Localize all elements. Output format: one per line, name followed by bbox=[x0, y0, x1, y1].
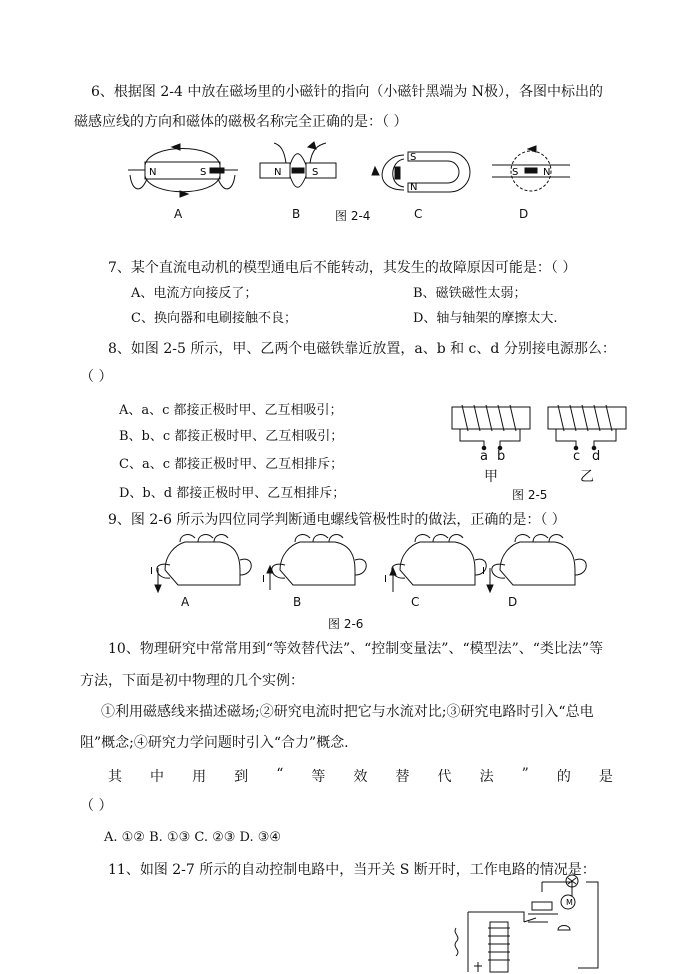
q9-stem: 9、图 2-6 所示为四位同学判断通电螺线管极性时的做法，正确的是：（ ） bbox=[108, 512, 566, 528]
figure-2-7 bbox=[448, 874, 628, 974]
fig-2-6-hand-c bbox=[390, 535, 486, 592]
q6-line2: 磁感应线的方向和磁体的磁极名称完全正确的是：（ ） bbox=[74, 114, 408, 130]
spread-char: 的 bbox=[556, 769, 571, 785]
spread-char: “ bbox=[276, 766, 284, 782]
q7-option-d: D、轴与轴架的摩擦太大. bbox=[413, 311, 558, 326]
q10-line2: 方法，下面是初中物理的几个实例： bbox=[80, 673, 304, 689]
fig-2-4-label-c: C bbox=[414, 207, 423, 221]
svg-text:S: S bbox=[200, 167, 207, 178]
fig-2-6-label-b: B bbox=[293, 595, 302, 609]
q11-stem: 11、如图 2-7 所示的自动控制电路中，当开关 S 断开时，工作电路的情况是： bbox=[108, 862, 596, 878]
spread-char: 其 bbox=[108, 769, 122, 785]
spread-char: 中 bbox=[150, 769, 165, 785]
current-label-a: I bbox=[150, 566, 153, 577]
spread-char: ” bbox=[521, 766, 529, 782]
q7-option-c: C、换向器和电刷接触不良； bbox=[131, 311, 297, 326]
current-label-d: I bbox=[482, 566, 485, 577]
q6-line1: 6、根据图 2-4 中放在磁场里的小磁针的指向（小磁针黑端为 N极），各图中标出的 bbox=[91, 84, 604, 100]
fig-2-6-label-d: D bbox=[508, 595, 518, 609]
magnet-yi: 乙 bbox=[580, 469, 594, 485]
spread-char: 法 bbox=[479, 769, 494, 785]
q10-line1: 10、物理研究中常常用到“等效替代法”、“控制变量法”、“模型法”、“类比法”等 bbox=[108, 641, 604, 657]
fig-2-6-hand-a bbox=[155, 535, 251, 592]
fig-2-4-d bbox=[492, 146, 570, 191]
q8-option-a: A、a、c 都接正极时甲、乙互相吸引； bbox=[119, 403, 343, 418]
fig-2-4-c bbox=[372, 152, 470, 192]
fig-2-6-label-c: C bbox=[411, 595, 420, 609]
q8-paren: （ ） bbox=[80, 369, 113, 385]
q8-option-c: C、a、c 都接正极时甲、乙互相排斥； bbox=[119, 457, 344, 472]
figure-2-5 bbox=[448, 403, 648, 473]
q10-line4: 阻”概念;④研究力学问题时引入“合力”概念. bbox=[80, 735, 349, 751]
spread-char: 是 bbox=[598, 769, 613, 785]
svg-text:N: N bbox=[543, 167, 551, 178]
svg-text:N: N bbox=[149, 167, 157, 178]
svg-text:N: N bbox=[410, 182, 418, 193]
q10-line3: ①利用磁感线来描述磁场;②研究电流时把它与水流对比;③研究电路时引入“总电 bbox=[101, 704, 594, 720]
fig-2-6-hand-d bbox=[487, 535, 586, 592]
spread-char: 代 bbox=[437, 769, 452, 785]
fig-2-5-caption: 图 2-5 bbox=[512, 488, 548, 502]
terminal-d: d bbox=[592, 449, 601, 464]
svg-text:S: S bbox=[410, 152, 417, 163]
fig-2-6-label-a: A bbox=[181, 595, 190, 609]
terminal-b: b bbox=[497, 449, 506, 464]
spread-char: 用 bbox=[192, 769, 207, 785]
fig-2-6-hand-b bbox=[267, 535, 366, 590]
fig-2-4-caption: 图 2-4 bbox=[335, 209, 371, 223]
fig-2-6-caption: 图 2-6 bbox=[328, 617, 364, 631]
q8-stem: 8、如图 2-5 所示，甲、乙两个电磁铁靠近放置，a、b 和 c、d 分别接电源那么： bbox=[108, 341, 616, 357]
q8-option-d: D、b、d 都接正极时甲、乙互相排斥； bbox=[119, 486, 346, 501]
spread-char: 效 bbox=[353, 769, 368, 785]
current-label-c: I bbox=[384, 574, 387, 585]
terminal-a: a bbox=[480, 449, 488, 464]
svg-text:N: N bbox=[274, 167, 282, 178]
fig-2-4-a bbox=[128, 144, 238, 197]
spread-char: 到 bbox=[234, 769, 249, 785]
spread-char: 等 bbox=[311, 769, 326, 785]
magnet-jia: 甲 bbox=[484, 469, 498, 485]
fig-2-4-b bbox=[260, 142, 336, 187]
terminal-c: c bbox=[573, 449, 581, 464]
q7-option-a: A、电流方向接反了； bbox=[131, 286, 258, 301]
current-label-b: I bbox=[262, 574, 265, 585]
q8-option-b: B、b、c 都接正极时甲、乙互相吸引； bbox=[119, 429, 344, 444]
svg-text:S: S bbox=[312, 167, 319, 178]
fig-2-4-label-b: B bbox=[292, 207, 301, 221]
svg-text:M: M bbox=[566, 898, 573, 907]
svg-text:S: S bbox=[512, 167, 519, 178]
q7-stem: 7、某个直流电动机的模型通电后不能转动，其发生的故障原因可能是：（ ） bbox=[108, 260, 577, 276]
q10-spread-line bbox=[108, 766, 613, 786]
fig-2-4-label-d: D bbox=[519, 207, 529, 221]
q10-paren: （ ） bbox=[80, 798, 113, 814]
fig-2-4-label-a: A bbox=[174, 207, 183, 221]
q7-option-b: B、磁铁磁性太弱； bbox=[413, 286, 527, 301]
q10-options: A. ①② B. ①③ C. ②③ D. ③④ bbox=[104, 830, 282, 845]
figure-2-6 bbox=[0, 530, 688, 600]
spread-char: 替 bbox=[395, 769, 410, 785]
